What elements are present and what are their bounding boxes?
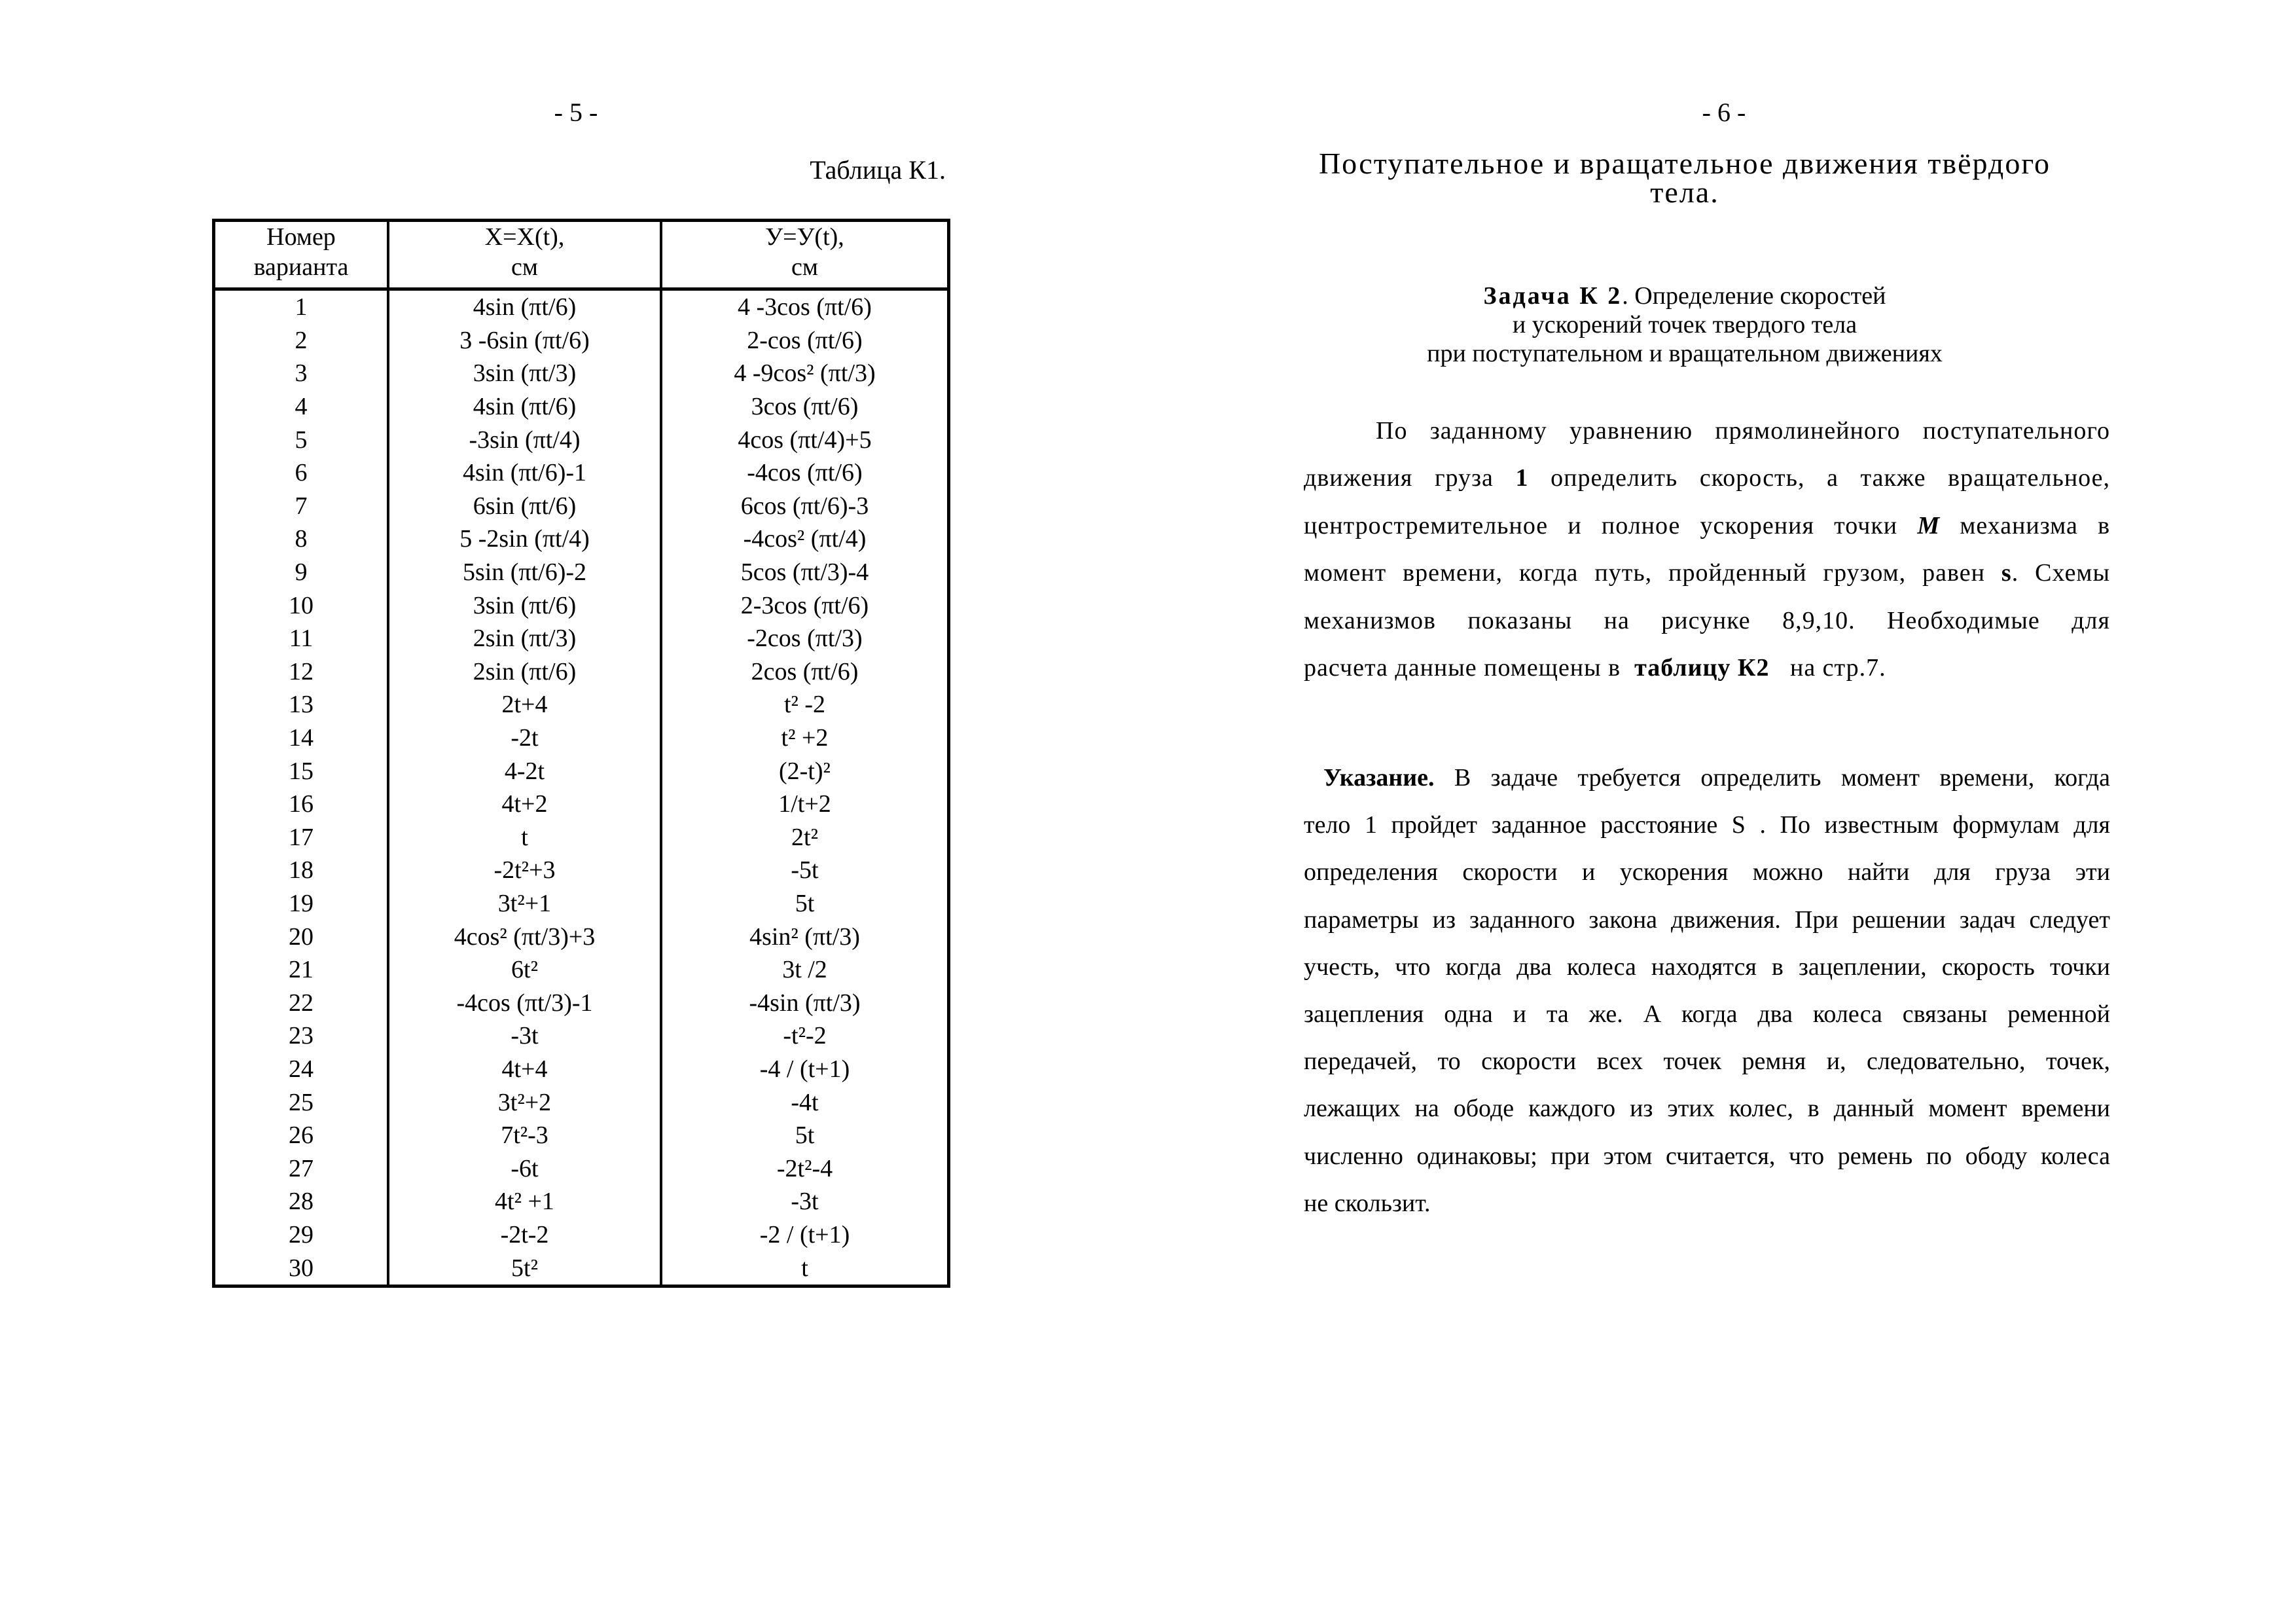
- variants-table: [212, 219, 950, 1288]
- table-row: [215, 1152, 947, 1185]
- table-row: [215, 522, 947, 556]
- y-formula-cell: 4sin² (πt/3): [661, 920, 947, 953]
- variant-cell: 22: [289, 989, 314, 1017]
- variant-cell: 21: [289, 956, 314, 984]
- table-row: [215, 556, 947, 589]
- y-formula-cell: 3cos (πt/6): [661, 390, 947, 424]
- y-formula-cell: -4 / (t+1): [661, 1053, 947, 1086]
- y-formula-cell: 2-3cos (πt/6): [661, 589, 947, 622]
- table-row: [215, 622, 947, 655]
- table-row: [215, 1053, 947, 1086]
- table-row: [215, 688, 947, 721]
- header-variant-line2: варианта: [253, 253, 349, 281]
- table-row: [215, 920, 947, 953]
- problem-text-3b: M: [1917, 511, 1941, 539]
- task-heading-line3: при поступательном и вращательном движениях: [1427, 340, 1943, 367]
- y-formula-cell: (2-t)²: [661, 754, 947, 788]
- hint-line-10: не скользит.: [1304, 1189, 1431, 1217]
- table-row: [215, 788, 947, 821]
- y-formula-cell: t: [661, 1251, 947, 1285]
- header-y-line2: см: [791, 253, 818, 281]
- y-formula-cell: 4cos (πt/4)+5: [661, 423, 947, 456]
- y-formula-cell: t² +2: [661, 721, 947, 755]
- x-formula-cell: 4t² +1: [388, 1185, 661, 1218]
- variant-cell: 18: [289, 856, 314, 884]
- x-formula-cell: 3sin (πt/6): [388, 589, 661, 622]
- x-formula-cell: t: [388, 821, 661, 854]
- problem-text-6b: таблицу К2: [1634, 653, 1770, 682]
- header-x-line1: X=X(t),: [484, 223, 565, 251]
- y-formula-cell: 4 -9cos² (πt/3): [661, 357, 947, 390]
- x-formula-cell: 2sin (πt/3): [388, 622, 661, 655]
- variant-cell: 23: [289, 1022, 314, 1050]
- hint-label: Указание.: [1323, 764, 1435, 792]
- x-formula-cell: -4cos (πt/3)-1: [388, 986, 661, 1019]
- table-row: [215, 1185, 947, 1218]
- problem-text-4c: . Схемы: [2011, 559, 2111, 587]
- variant-cell: 19: [289, 889, 314, 917]
- variant-cell: 30: [289, 1254, 314, 1282]
- table-row: [215, 1119, 947, 1152]
- y-formula-cell: -3t: [661, 1185, 947, 1218]
- task-heading: [1253, 282, 2117, 368]
- y-formula-cell: 4 -3cos (πt/6): [661, 289, 947, 324]
- problem-text-6c: на стр.7.: [1789, 653, 1886, 682]
- variant-cell: 17: [289, 823, 314, 851]
- x-formula-cell: 4t+4: [388, 1053, 661, 1086]
- variant-cell: 8: [295, 525, 308, 553]
- section-title-line1: Поступательное и вращательное движения твёрдого: [1318, 147, 2051, 180]
- variant-cell: 20: [289, 922, 314, 951]
- problem-line-1: [1304, 407, 2110, 454]
- section-title: [1253, 149, 2117, 207]
- hint-line-9: численно одинаковы; при этом считается, что ремень по ободу колеса: [1304, 1142, 2110, 1170]
- variant-cell: 26: [289, 1122, 314, 1150]
- problem-line-3: [1304, 502, 2110, 549]
- variant-cell: 4: [295, 393, 308, 421]
- table-row: [215, 986, 947, 1019]
- x-formula-cell: 5t²: [388, 1251, 661, 1285]
- x-formula-cell: 4sin (πt/6): [388, 289, 661, 324]
- x-formula-cell: 4-2t: [388, 754, 661, 788]
- problem-text-3c: механизма в: [1960, 511, 2111, 539]
- hint-line-7: передачей, то скорости всех точек ремня и, следовательно, точек,: [1304, 1048, 2110, 1076]
- table-row: [215, 456, 947, 490]
- y-formula-cell: -t²-2: [661, 1019, 947, 1053]
- y-formula-cell: -2cos (πt/3): [661, 622, 947, 655]
- table-row: [215, 589, 947, 622]
- hint-line-2: тело 1 пройдет заданное расстояние S . По известным формулам для: [1304, 811, 2110, 839]
- problem-text-2a: движения груза: [1304, 464, 1494, 492]
- table-row: [215, 390, 947, 424]
- y-formula-cell: -4cos (πt/6): [661, 456, 947, 490]
- problem-text-1: По заданному уравнению прямолинейного поступательного: [1376, 417, 2110, 445]
- hint-line-8: лежащих на ободе каждого из этих колес, в данный момент времени: [1304, 1095, 2110, 1123]
- table-row: [215, 423, 947, 456]
- table-row: [215, 655, 947, 689]
- y-formula-cell: -2 / (t+1): [661, 1218, 947, 1252]
- x-formula-cell: -2t-2: [388, 1218, 661, 1252]
- table-row: [215, 721, 947, 755]
- y-formula-cell: t² -2: [661, 688, 947, 721]
- header-y: [661, 222, 947, 289]
- x-formula-cell: 3t²+2: [388, 1085, 661, 1119]
- x-formula-cell: 3 -6sin (πt/6): [388, 324, 661, 357]
- variant-cell: 6: [295, 459, 308, 487]
- x-formula-cell: 4sin (πt/6): [388, 390, 661, 424]
- y-formula-cell: 2-cos (πt/6): [661, 324, 947, 357]
- x-formula-cell: -3t: [388, 1019, 661, 1053]
- page-number-right: - 6 -: [1702, 98, 1746, 127]
- y-formula-cell: -4t: [661, 1085, 947, 1119]
- x-formula-cell: 6t²: [388, 953, 661, 987]
- variant-cell: 13: [289, 691, 314, 719]
- variant-cell: 25: [289, 1088, 314, 1116]
- variant-cell: 29: [289, 1220, 314, 1249]
- variant-cell: 9: [295, 558, 308, 587]
- hint-line-1: [1304, 754, 2110, 801]
- hint-line-5: учесть, что когда два колеса находятся в зацеплении, скорость точки: [1304, 953, 2110, 981]
- variant-cell: 2: [295, 326, 308, 354]
- variant-cell: 15: [289, 757, 314, 785]
- variant-cell: 3: [295, 359, 308, 388]
- table-row: [215, 357, 947, 390]
- x-formula-cell: -6t: [388, 1152, 661, 1185]
- right-page: [1148, 0, 2296, 1623]
- problem-text-4b: s: [2001, 559, 2012, 587]
- variant-cell: 11: [289, 625, 314, 653]
- table-row: [215, 821, 947, 854]
- table-row: [215, 887, 947, 921]
- x-formula-cell: 4t+2: [388, 788, 661, 821]
- task-heading-line1-rest: . Определение скоростей: [1622, 282, 1886, 310]
- variant-cell: 7: [295, 492, 308, 520]
- x-formula-cell: -2t: [388, 721, 661, 755]
- x-formula-cell: 4sin (πt/6)-1: [388, 456, 661, 490]
- problem-text-5: механизмов показаны на рисунке 8,9,10. Необходимые для: [1304, 606, 2110, 634]
- variant-cell: 16: [289, 790, 314, 818]
- table-row: [215, 289, 947, 324]
- x-formula-cell: 4cos² (πt/3)+3: [388, 920, 661, 953]
- y-formula-cell: 2t²: [661, 821, 947, 854]
- variant-cell: 1: [295, 293, 308, 321]
- hint-line-3: определения скорости и ускорения можно найти для груза эти: [1304, 858, 2110, 886]
- variant-cell: 24: [289, 1055, 314, 1083]
- problem-text-2c: определить скорость, а также вращательное,: [1551, 464, 2111, 492]
- task-heading-line2: и ускорений точек твердого тела: [1512, 311, 1857, 338]
- problem-line-4: [1304, 549, 2110, 596]
- header-x-line2: см: [511, 253, 538, 281]
- x-formula-cell: 2t+4: [388, 688, 661, 721]
- table-row: [215, 1218, 947, 1252]
- x-formula-cell: 3t²+1: [388, 887, 661, 921]
- table-row: [215, 1085, 947, 1119]
- x-formula-cell: 5sin (πt/6)-2: [388, 556, 661, 589]
- x-formula-cell: 5 -2sin (πt/4): [388, 522, 661, 556]
- page-number-left: - 5 -: [554, 98, 598, 127]
- y-formula-cell: 5cos (πt/3)-4: [661, 556, 947, 589]
- x-formula-cell: -3sin (πt/4): [388, 423, 661, 456]
- variant-cell: 28: [289, 1188, 314, 1216]
- y-formula-cell: 3t /2: [661, 953, 947, 987]
- x-formula-cell: -2t²+3: [388, 854, 661, 887]
- x-formula-cell: 7t²-3: [388, 1119, 661, 1152]
- variant-cell: 14: [289, 724, 314, 752]
- y-formula-cell: 1/t+2: [661, 788, 947, 821]
- y-formula-cell: -5t: [661, 854, 947, 887]
- hint-line-4: параметры из заданного закона движения. При решении задач следует: [1304, 905, 2110, 934]
- problem-line-6: [1304, 644, 2110, 691]
- y-formula-cell: -4cos² (πt/4): [661, 522, 947, 556]
- table-row: [215, 854, 947, 887]
- y-formula-cell: -4sin (πt/3): [661, 986, 947, 1019]
- variant-cell: 10: [289, 591, 314, 619]
- header-variant-line1: Номер: [266, 223, 336, 251]
- problem-line-2: [1304, 454, 2110, 501]
- section-title-line2: тела.: [1650, 175, 1719, 209]
- table-row: [215, 324, 947, 357]
- table-row: [215, 754, 947, 788]
- y-formula-cell: 6cos (πt/6)-3: [661, 490, 947, 523]
- table-row: [215, 490, 947, 523]
- x-formula-cell: 3sin (πt/3): [388, 357, 661, 390]
- header-y-line1: У=У(t),: [765, 223, 844, 251]
- problem-text-2b: 1: [1515, 464, 1529, 492]
- table-body: [215, 289, 947, 1285]
- task-label: Задача К 2: [1483, 282, 1623, 310]
- problem-text-3a: центростремительное и полное ускорения точки: [1304, 511, 1898, 539]
- table-row: [215, 953, 947, 987]
- variant-cell: 5: [295, 426, 308, 454]
- variant-cell: 27: [289, 1154, 314, 1182]
- problem-text-6a: расчета данные помещены в: [1304, 653, 1621, 682]
- x-formula-cell: 2sin (πt/6): [388, 655, 661, 689]
- table-header-row: [215, 222, 947, 289]
- y-formula-cell: 2cos (πt/6): [661, 655, 947, 689]
- table-row: [215, 1251, 947, 1285]
- header-variant: [215, 222, 388, 289]
- y-formula-cell: -2t²-4: [661, 1152, 947, 1185]
- y-formula-cell: 5t: [661, 887, 947, 921]
- x-formula-cell: 6sin (πt/6): [388, 490, 661, 523]
- hint-text-1: В задаче требуется определить момент времени, когда: [1454, 764, 2110, 792]
- table-caption: Таблица К1.: [810, 155, 946, 185]
- hint-line-6: зацепления одна и та же. А когда два колеса связаны ременной: [1304, 1000, 2110, 1028]
- y-formula-cell: 5t: [661, 1119, 947, 1152]
- problem-statement: [1304, 407, 2110, 691]
- table-row: [215, 1019, 947, 1053]
- task-heading-line1: [1253, 282, 2117, 310]
- problem-line-5: [1304, 597, 2110, 644]
- problem-text-4a: момент времени, когда путь, пройденный грузом, равен: [1304, 559, 1985, 587]
- header-x: [388, 222, 661, 289]
- hint-paragraph: [1304, 754, 2110, 1227]
- variant-cell: 12: [289, 657, 314, 685]
